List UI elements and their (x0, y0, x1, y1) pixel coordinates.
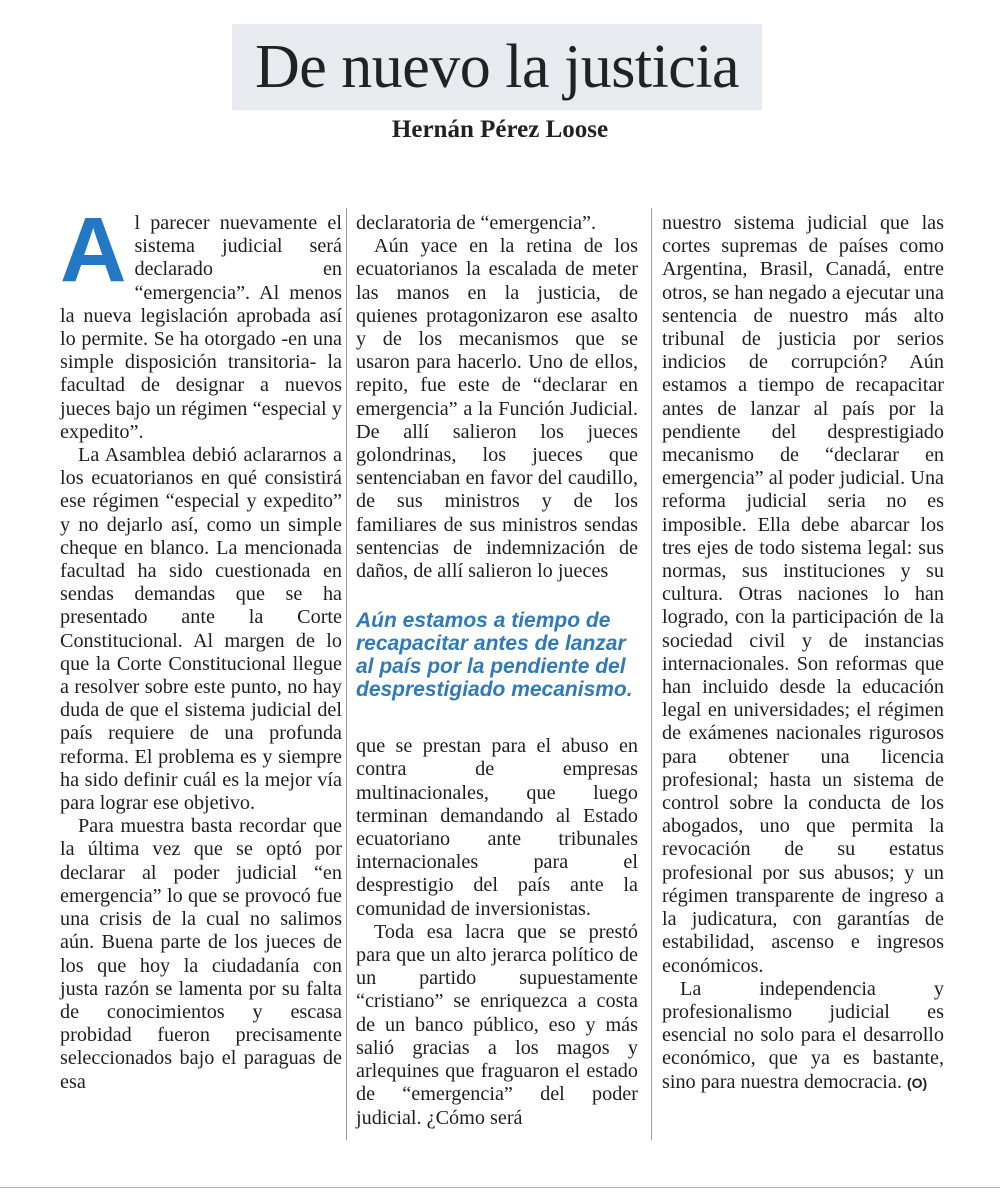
column-divider-2 (651, 208, 652, 1140)
article-title: De nuevo la justicia (254, 32, 740, 101)
column-3 (662, 212, 944, 1095)
end-mark: (O) (906, 1074, 928, 1091)
paragraph-9 (662, 978, 944, 1095)
paragraph-7: Toda esa lacra que se prestó para que un alto jerarca político de un partido supuestamente “cristiano” se enriquezca a costa de un banco público, eso y más salió gracias a los magos y arlequines que fraguaron el estado de “emergencia” del poder judicial. ¿Cómo será (356, 920, 638, 1129)
paragraph-6: que se prestan para el abuso en contra de empresas multinacionales, que luego terminan demandando al Estado ecuatoriano ante tribunales internacionales para el desprestigio del país ante la comunidad de inversionistas. (356, 735, 638, 920)
paragraph-8: nuestro sistema judicial que las cortes supremas de países como Argentina, Brasil, Canadá, entre otros, se han negado a ejecutar una sentencia de nuestro más alto tribunal de justicia por serios indicios de corrupción? Aún estamos a tiempo de recapacitar antes de lanzar al país por la pendiente del desprestigiado mecanismo de “declarar en emergencia” al poder judicial. Una reforma judicial seria no es imposible. Ella debe abarcar los tres ejes de todo sistema legal: sus normas, sus instituciones y su cultura. Otras naciones lo han logrado, con la participación de la sociedad civil y de instancias internacionales. Son reformas que han incluido desde la educación legal en universidades; el régimen de exámenes nacionales rigurosos para obtener una licencia profesional; hasta un sistema de control sobre la conducta de los abogados, uno que permita la revocación de su estatus profesional por sus abusos; y un régimen transparente de ingreso a la judicatura, con garantías de estabilidad, ascenso e ingresos económicos. (662, 212, 944, 977)
drop-cap: A (60, 199, 127, 301)
author-byline: Hernán Pérez Loose (391, 116, 609, 143)
paragraph-4: declaratoria de “emergencia”. (356, 212, 597, 234)
column-1 (60, 199, 342, 1094)
paragraph-3: Para muestra basta recordar que la última vez que se optó por declarar al poder judicial “en emergencia” lo que se provocó fue una crisis de la cual no salimos aún. Buena parte de los jueces de los que hoy la ciudadanía con justa razón se lamenta por su falta de conocimientos y escasa probidad fueron precisamente seleccionados bajo el paraguas de esa (60, 815, 342, 1093)
page-bottom-edge (0, 1187, 1000, 1188)
paragraph-5: Aún yace en la retina de los ecuatorianos la escalada de meter las manos en la justicia, de quienes protagonizaron ese asalto y de los mecanismos que se usaron para hacerlo. Uno de ellos, repito, fue este de “declarar en emergencia” a la Función Judicial. De allí salieron los jueces golondrinas, los jueces que sentenciaban en favor del caudillo, de sus ministros y de los familiares de sus ministros sendas sentencias de indemnización de daños, de allí salieron lo jueces (356, 235, 638, 583)
paragraph-1 (60, 199, 342, 444)
paragraph-1-text: l parecer nuevamente el sistema judicial será declarado en “emergencia”. Al menos la nueva legislación aprobada así lo permite. Se ha otorgado -en una simple disposición transitoria- la facultad de designar a nuevos jueces bajo un régimen “especial y expedito”. (60, 212, 342, 443)
paragraph-9-text: La independencia y profesionalismo judicial es esencial no solo para el desarrollo económico, que ya es bastante, sino para nuestra democracia. (662, 977, 944, 1093)
paragraph-2: La Asamblea debió aclararnos a los ecuatorianos en qué consistirá ese régimen “especial y expedito” y no dejarlo así, como un simple cheque en blanco. La mencionada facultad ha sido cuestionada en sendas demandas que se ha presentado ante la Corte Constitucional. Al margen de lo que la Corte Constitucional llegue a resolver sobre este punto, no hay duda de que el sistema judicial del país requiere de una profunda reforma. El problema es y siempre ha sido definir cuál es la mejor vía para lograr ese objetivo. (60, 444, 342, 815)
column-divider-1 (346, 208, 347, 1140)
column-2 (356, 212, 638, 1130)
title-banner (232, 24, 762, 110)
pull-quote: Aún estamos a tiempo de recapacitar antes de lanzar al país por la pendiente del desprestigiado mecanismo. (356, 609, 633, 702)
